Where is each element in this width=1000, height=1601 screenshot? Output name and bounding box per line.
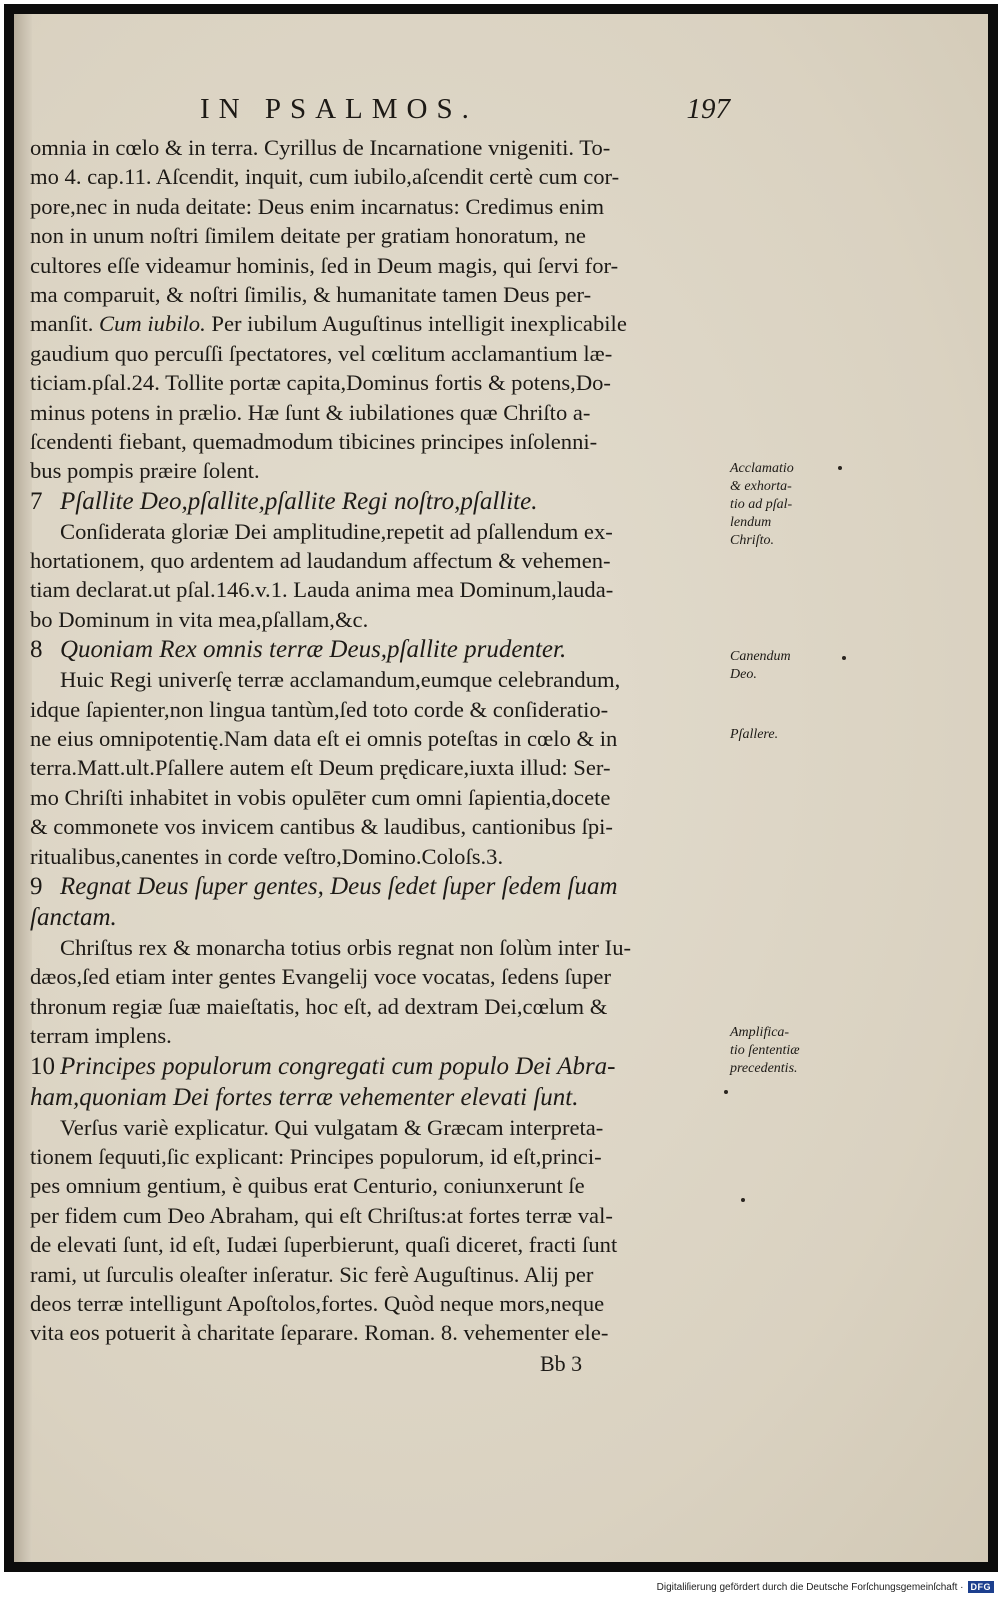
marginal-line: Deo.	[730, 667, 757, 682]
verse-9-continuation: ſanctam.	[30, 903, 117, 931]
verse-number: 8	[30, 636, 43, 664]
commentary-line: deos terræ intelligunt Apoſtolos,fortes. Quòd neque mors,neque	[30, 1290, 605, 1316]
commentary-line: idque ſapienter,non lingua tantùm,ſed toto corde & conſideratio-	[30, 696, 609, 722]
marginal-line: precedentis.	[730, 1061, 798, 1076]
marginal-line: tio ad pſal-	[730, 497, 793, 512]
marginal-note-amplificatio	[730, 1024, 840, 1078]
commentary-line: hortationem, quo ardentem ad laudandum affectum & vehemen-	[30, 548, 611, 574]
commentary-line: ne eius omnipotentię.Nam data eſt ei omnis poteſtas in cœlo & in	[30, 726, 618, 752]
commentary-line: mo Chriſti inhabitet in vobis opulēter cum omni ſapientia,docete	[30, 784, 611, 810]
text-line: bus pompis præire ſolent.	[30, 458, 260, 484]
verse-number: 7	[30, 487, 43, 515]
running-head: IN PSALMOS.	[200, 93, 478, 125]
text-fragment: Per iubilum Auguſtinus intelligit inexplicabile	[211, 311, 627, 337]
text-line: cultores eſſe videamur hominis, ſed in Deum magis, qui ſervi for-	[30, 252, 619, 278]
verse-text: Pſallite Deo,pſallite,pſallite Regi noſtro,pſallite.	[60, 487, 538, 515]
verse-10-continuation: ham,quoniam Dei fortes terræ vehementer elevati ſunt.	[30, 1083, 579, 1111]
commentary-line: thronum regiæ ſuæ maieſtatis, hoc eſt, ad dextram Dei,cœlum &	[30, 993, 608, 1019]
commentary-line: ritualibus,canentes in corde veſtro,Domino.Coloſs.3.	[30, 843, 504, 869]
text-line: gaudium quo percuſſi ſpectatores, vel cœlitum acclamantium læ-	[30, 340, 613, 366]
verse-7	[30, 486, 735, 517]
verse-text: Regnat Deus ſuper gentes, Deus ſedet ſuper ſedem ſuam	[60, 872, 618, 900]
marginal-line: lendum	[730, 515, 772, 530]
commentary-line: pes omnium gentium, è quibus erat Centurio, coniunxerunt ſe	[30, 1173, 585, 1199]
marginal-line: & exhorta-	[730, 479, 792, 494]
page-number: 197	[686, 93, 730, 125]
text-line: ma comparuit, & noſtri ſimilis, & humanitate tamen Deus per-	[30, 281, 592, 307]
ink-speck	[842, 656, 846, 660]
text-line: minus potens in prælio. Hæ ſunt & iubilationes quæ Chriſto a-	[30, 399, 591, 425]
verse-10	[30, 1051, 735, 1082]
text-line: ſcendenti fiebant, quemadmodum tibicines principes inſolenni-	[30, 428, 598, 454]
signature-mark: Bb 3	[540, 1350, 583, 1376]
commentary-line: Conſiderata gloriæ Dei amplitudine,repetit ad pſallendum ex-	[60, 518, 613, 544]
verse-number: 10	[30, 1052, 55, 1080]
digitization-credit	[657, 1578, 994, 1596]
ink-speck	[838, 466, 842, 470]
commentary-line: & commonete vos invicem cantibus & laudibus, cantionibus ſpi-	[30, 814, 613, 840]
text-fragment: manſit.	[30, 311, 94, 337]
commentary-line: dæos,ſed etiam inter gentes Evangelij voce vocatas, ſedens ſuper	[30, 964, 611, 990]
verse-9	[30, 871, 735, 902]
marginal-note-psallere	[730, 726, 840, 744]
commentary-line: de elevati ſunt, id eſt, Iudæi ſuperbierunt, quaſi diceret, fracti ſunt	[30, 1232, 618, 1258]
marginal-line: Pſallere.	[730, 727, 779, 742]
verse-8	[30, 634, 735, 665]
text-line: non in unum noſtri ſimilem deitate per gratiam honoratum, ne	[30, 223, 586, 249]
verse-number: 9	[30, 872, 43, 900]
dfg-logo: DFG	[968, 1581, 995, 1593]
commentary-line: rami, ut ſurculis oleaſter inſeratur. Sic ferè Auguſtinus. Alij per	[30, 1261, 594, 1287]
lemma: Cum iubilo.	[99, 311, 206, 337]
text-line	[30, 309, 735, 338]
text-line: mo 4. cap.11. Aſcendit, inquit, cum iubilo,aſcendit certè cum cor-	[30, 164, 620, 190]
marginal-note-acclamatio	[730, 460, 840, 550]
marginal-line: Chriſto.	[730, 533, 774, 548]
text-line: ticiam.pſal.24. Tollite portæ capita,Dominus fortis & potens,Do-	[30, 370, 611, 396]
page-header	[200, 93, 730, 133]
commentary-line: terram implens.	[30, 1023, 172, 1049]
marginal-note-canendum	[730, 648, 840, 684]
credit-text: Digitaliſierung gefördert durch die Deutsche Forſchungsgemeinſchaft ·	[656, 1581, 964, 1593]
ink-speck	[724, 1090, 728, 1094]
commentary-line: Verſus variè explicatur. Qui vulgatam & Græcam interpreta-	[60, 1114, 604, 1140]
verse-text: Quoniam Rex omnis terræ Deus,pſallite prudenter.	[60, 636, 567, 664]
marginal-line: Canendum	[730, 649, 791, 664]
verse-text: Principes populorum congregati cum populo Dei Abra-	[60, 1052, 616, 1080]
commentary-line: terra.Matt.ult.Pſallere autem eſt Deum prędicare,iuxta illud: Ser-	[30, 755, 611, 781]
commentary-line: vita eos potuerit à charitate ſeparare. Roman. 8. vehementer ele-	[30, 1320, 609, 1346]
text-line: pore,nec in nuda deitate: Deus enim incarnatus: Credimus enim	[30, 193, 605, 219]
commentary-line: bo Dominum in vita mea,pſallam,&c.	[30, 606, 369, 632]
commentary-line: Chriſtus rex & monarcha totius orbis regnat non ſolùm inter Iu-	[60, 934, 632, 960]
commentary-line: per fidem cum Deo Abraham, qui eſt Chriſtus:at fortes terræ val-	[30, 1202, 613, 1228]
ink-speck	[741, 1198, 745, 1202]
commentary-line: Huic Regi univerſę terræ acclamandum,eumque celebrandum,	[60, 667, 621, 693]
marginal-line: Acclamatio	[730, 461, 794, 476]
text-line: omnia in cœlo & in terra. Cyrillus de Incarnatione vnigeniti. To-	[30, 135, 611, 160]
commentary-line: tionem ſequuti,ſic explicant: Principes populorum, id eſt,princi-	[30, 1143, 602, 1169]
main-text	[30, 133, 735, 1380]
commentary-line: tiam declarat.ut pſal.146.v.1. Lauda anima mea Dominum,lauda-	[30, 577, 614, 603]
marginal-line: Amplifica-	[730, 1025, 790, 1040]
marginal-line: tio ſententiæ	[730, 1043, 800, 1058]
